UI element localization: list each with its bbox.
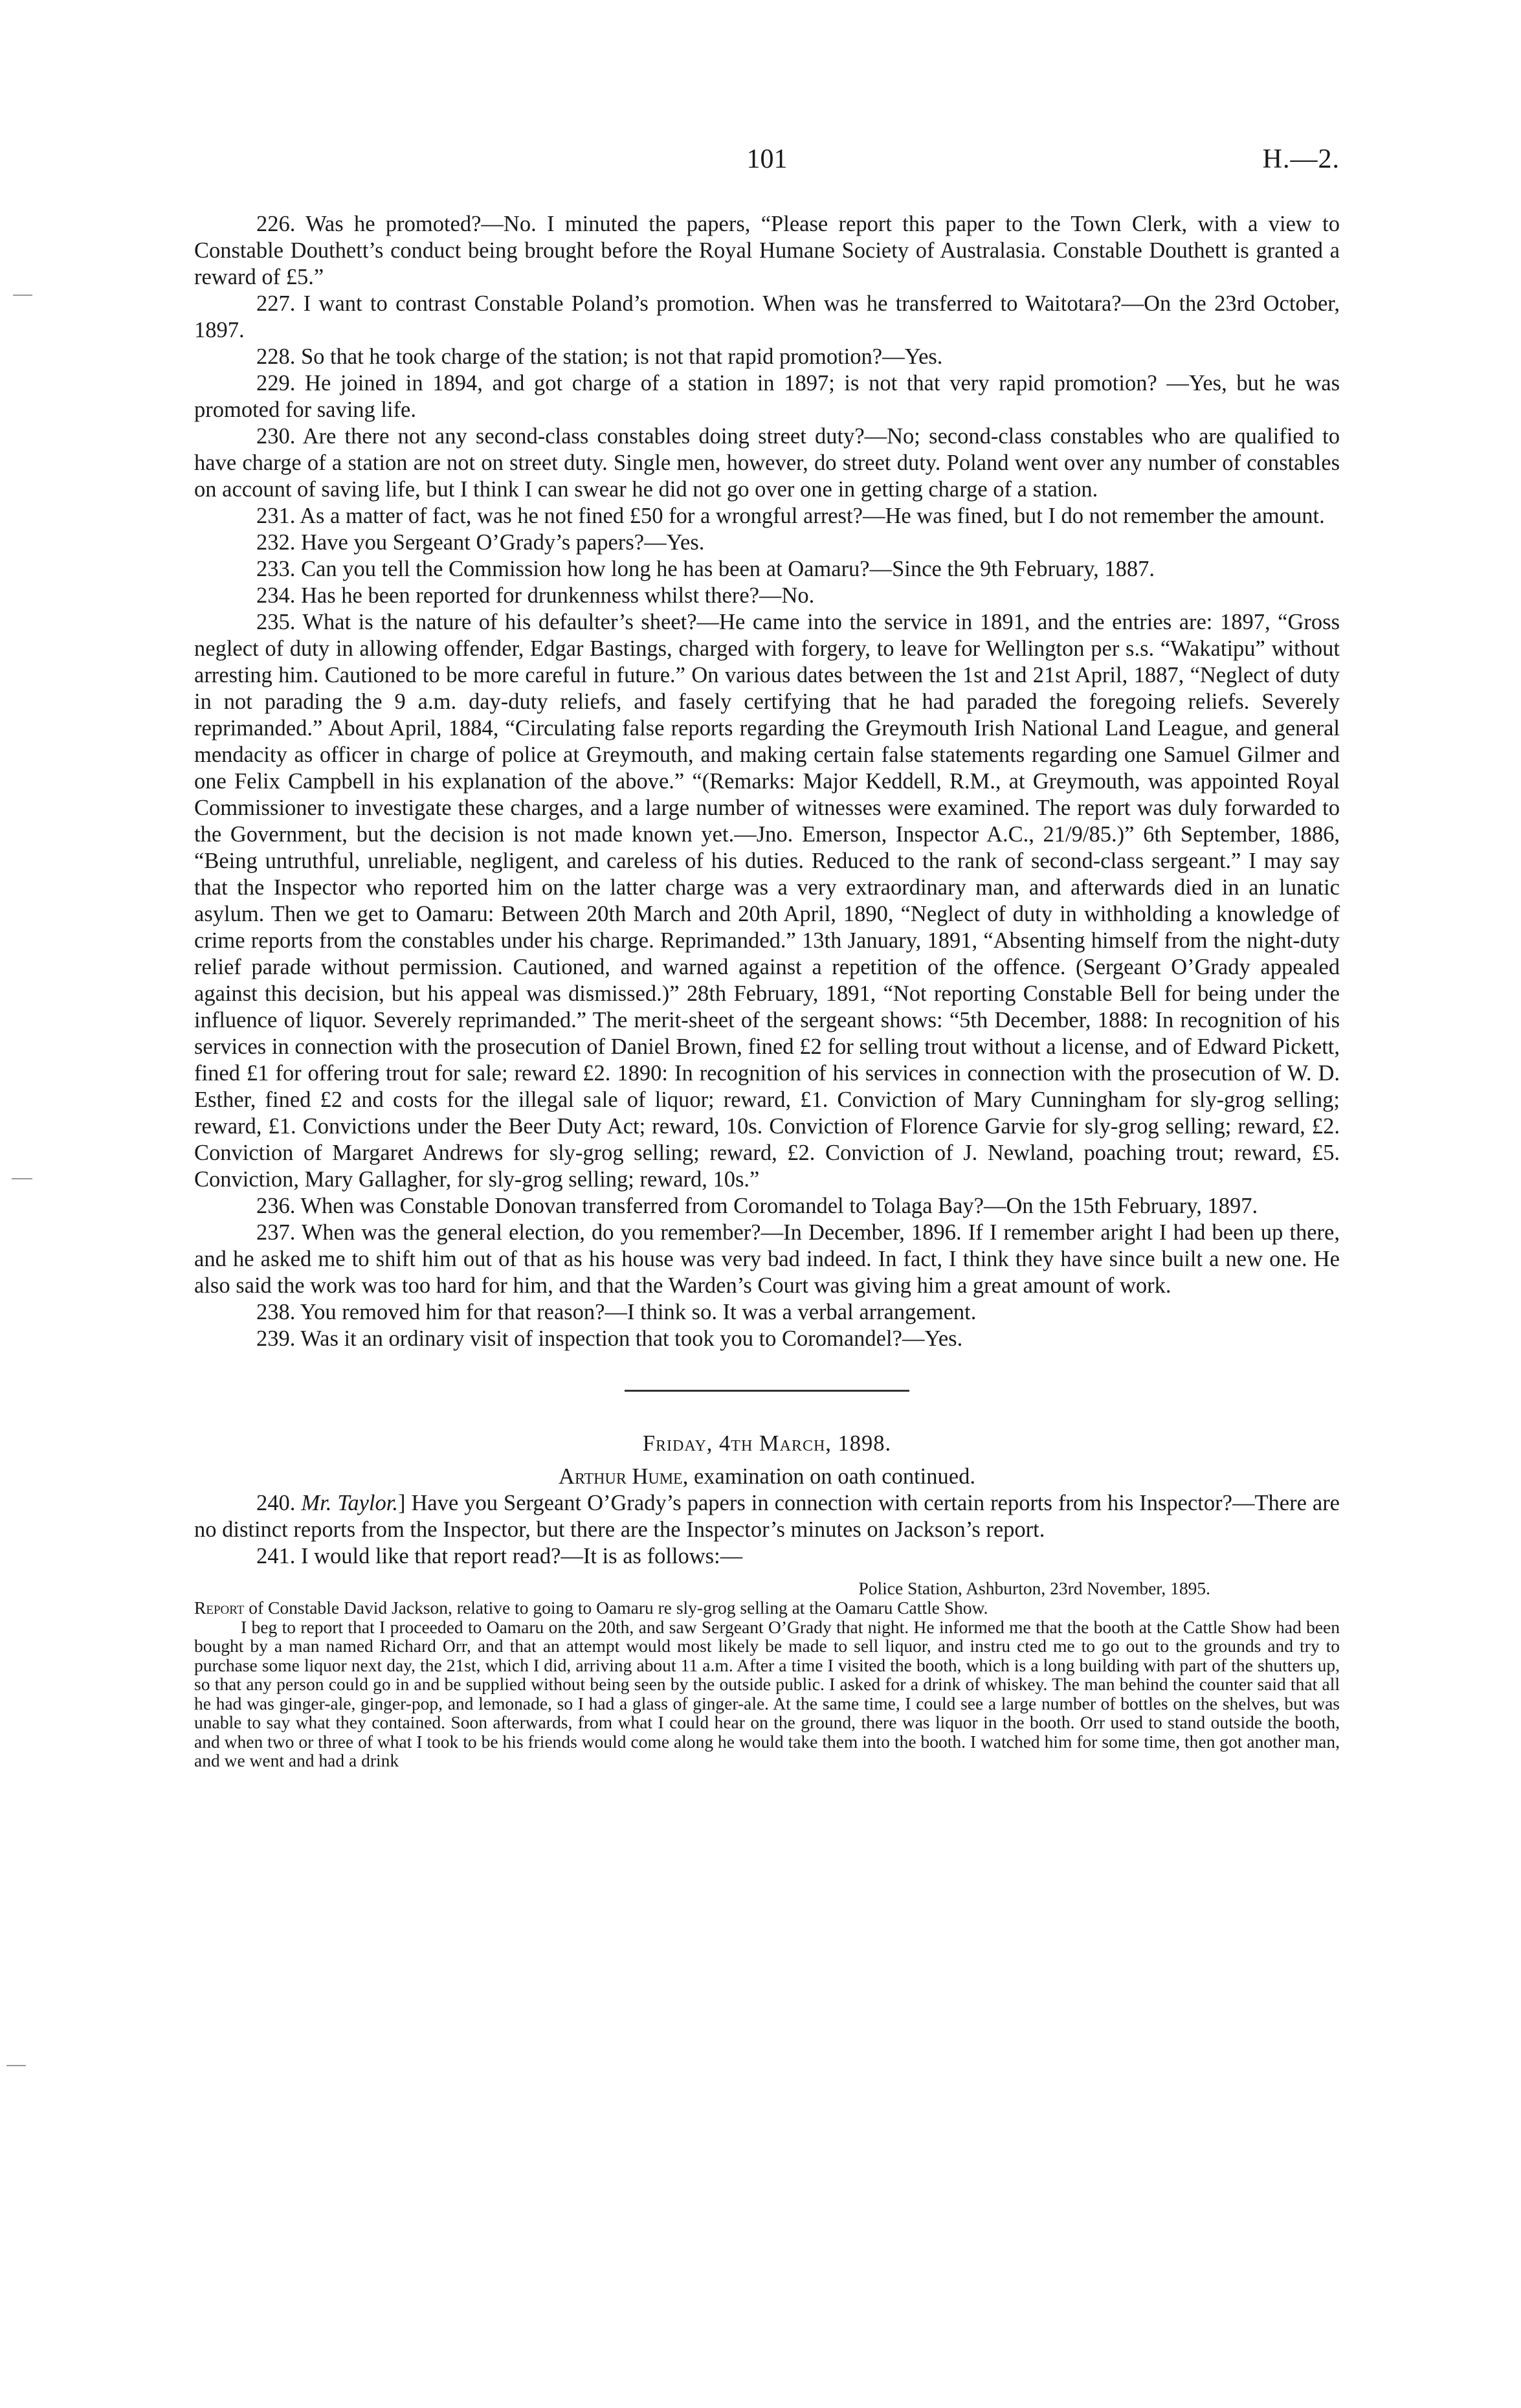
question-231: 231. As a matter of fact, was he not fined £50 for a wrongful arrest?—He was fined, but I do not remember the amount. bbox=[256, 504, 1325, 528]
scan-mark bbox=[12, 1178, 32, 1179]
question-235: 235. What is the nature of his defaulter’s sheet?—He came into the service in 1891, and the entries are: 1897, “Gross neglect of duty in allowing offender, Edgar Bastings, charged with forgery, to leave for Wellington per s.s. “Wakatipu” without arresting him. Cautioned to be more careful in future.” On various dates between the 1st and 21st April, 1887, “Neglect of duty in not parading the 9 a.m. day-duty reliefs, and fasely certifying that he had paraded the foregoing reliefs. Severely reprimanded.” About April, 1884, “Circulating false reports regarding the Greymouth Irish National Land League, and general mendacity as officer in charge of police at Greymouth, and making certain false statements regarding one Samuel Gilmer and one Felix Campbell in his explanation of the above.” “(Remarks: Major Keddell, R.M., at Greymouth, was appointed Royal Commissioner to investigate these charges, and a large number of witnesses were examined. The report was duly forwarded to the Government, but the decision is not made known yet.—Jno. Emerson, Inspector A.C., 21/9/85.)” 6th September, 1886, “Being untruthful, unreliable, negligent, and careless of his duties. Reduced to the rank of second-class sergeant.” I may say that the Inspector who reported him on the latter charge was a very extraordinary man, and afterwards died in an lunatic asylum. Then we get to Oamaru: Between 20th March and 20th April, 1890, “Neglect of duty in withholding a knowledge of crime reports from the constables under his charge. Reprimanded.” 13th January, 1891, “Absenting himself from the night-duty relief parade without permission. Cautioned, and warned against a repetition of the offence. (Sergeant O’Grady appealed against this decision, but his appeal was dismissed.)” 28th February, 1891, “Not reporting Constable Bell for being under the influence of liquor. Severely reprimanded.” The merit-sheet of the sergeant shows: “5th December, 1888: In recognition of his services in connection with the prosecution of Daniel Brown, fined £2 for selling trout without a license, and of Edward Pickett, fined £1 for offering trout for sale; reward £2. 1890: In recognition of his services in connection with the prosecution of W. D. Esther, fined £2 and costs for the illegal sale of liquor; reward, £1. Conviction of Mary Cunningham for sly-grog selling; reward, £1. Convictions under the Beer Duty Act; reward, 10s. Conviction of Florence Garvie for sly-grog selling; reward, £2. Conviction of Margaret Andrews for sly-grog selling; reward, £2. Conviction of J. Newland, poaching trout; reward, £5. Conviction, Mary Gallagher, for sly-grog selling; reward, 10s.” bbox=[194, 610, 1340, 1192]
report-title-lead: Report bbox=[194, 1598, 245, 1618]
witness-note: , examination on oath continued. bbox=[682, 1464, 975, 1489]
section-divider bbox=[625, 1390, 909, 1392]
report-body: I beg to report that I proceeded to Oamaru on the 20th, and saw Sergeant O’Grady that night. He informed me that the booth at the Cattle Show had been bought by a man named Richard Orr, and that an attempt would most likely be made to sell liquor, and instru cted me to go out to the grounds and try to purchase some liquor next day, the 21st, which I did, arriving about 11 a.m. After a time I visited the booth, which is a long building with part of the shutters up, so that any person could go in and be supplied without being seen by the outside public. I asked for a drink of whiskey. The man behind the counter said that all he had was ginger-ale, ginger-pop, and lemonade, so I had a glass of ginger-ale. At the same time, I could see a large number of bottles on the shelves, but was unable to say what they contained. Soon afterwards, from what I could hear on the ground, there was liquor in the booth. Orr used to stand outside the booth, and when two or three of what I took to be his friends would come along he would take them into the booth. I watched him for some time, then got another man, and we went and had a drink bbox=[194, 1616, 1340, 1770]
witness-name: Arthur Hume bbox=[559, 1464, 683, 1489]
document-body bbox=[194, 211, 1340, 1770]
report-place-date: Police Station, Ashburton, 23rd November, 1895. bbox=[858, 1578, 1210, 1598]
session-date: Friday, 4th March, 1898. bbox=[642, 1431, 892, 1456]
question-229: 229. He joined in 1894, and got charge of a station in 1897; is not that very rapid promotion? —Yes, but he was promoted for saving life. bbox=[194, 371, 1340, 422]
page-header bbox=[194, 144, 1340, 189]
question-227: 227. I want to contrast Constable Poland’s promotion. When was he transferred to Waitotara?—On the 23rd October, 1897. bbox=[194, 291, 1340, 342]
page-number: 101 bbox=[746, 144, 788, 174]
speaker-name: Mr. Taylor. bbox=[301, 1491, 398, 1515]
document-reference: H.—2. bbox=[1262, 144, 1340, 174]
report-title bbox=[194, 1598, 1340, 1618]
question-228: 228. So that he took charge of the station; is not that rapid promotion?—Yes. bbox=[256, 344, 943, 369]
question-237: 237. When was the general election, do you remember?—In December, 1896. If I remember aright I had been up there, and he asked me to shift him out of that as his house was very bad indeed. In fact, I think they have since built a new one. He also said the work was too hard for him, and that the Warden’s Court was giving him a great amount of work. bbox=[194, 1220, 1340, 1298]
question-234: 234. Has he been reported for drunkenness whilst there?—No. bbox=[256, 583, 815, 608]
question-240 bbox=[194, 1490, 1340, 1543]
question-233: 233. Can you tell the Commission how long he has been at Oamaru?—Since the 9th February, 1887. bbox=[256, 557, 1155, 581]
question-241: 241. I would like that report read?—It is as follows:— bbox=[256, 1544, 743, 1568]
question-number: 240. bbox=[256, 1491, 302, 1515]
question-236: 236. When was Constable Donovan transferred from Coromandel to Tolaga Bay?—On the 15th February, 1897. bbox=[256, 1194, 1258, 1218]
question-230: 230. Are there not any second-class constables doing street duty?—No; second-class constables who are qualified to have charge of a station are not on street duty. Single men, however, do street duty. Poland went over any number of constables on account of saving life, but I think I can swear he did not go over one in getting charge of a station. bbox=[194, 424, 1340, 502]
question-text: ] Have you Sergeant O’Grady’s papers in connection with certain reports from his Inspector?—There are no distinct reports from the Inspector, but there are the Inspector’s minutes on Jackson’s report. bbox=[194, 1491, 1340, 1542]
report-title-text: of Constable David Jackson, relative to going to Oamaru re sly-grog selling at the Oamaru Cattle Show. bbox=[244, 1598, 988, 1618]
witness-heading bbox=[194, 1464, 1340, 1490]
scan-mark bbox=[6, 2065, 26, 2066]
question-239: 239. Was it an ordinary visit of inspection that took you to Coromandel?—Yes. bbox=[256, 1326, 963, 1351]
question-238: 238. You removed him for that reason?—I think so. It was a verbal arrangement. bbox=[256, 1300, 977, 1324]
scan-mark bbox=[13, 295, 32, 296]
question-232: 232. Have you Sergeant O’Grady’s papers?—Yes. bbox=[256, 530, 705, 555]
question-226: 226. Was he promoted?—No. I minuted the papers, “Please report this paper to the Town Clerk, with a view to Constable Douthett’s conduct being brought before the Royal Humane Society of Australasia. Constable Douthett is granted a reward of £5.” bbox=[194, 212, 1340, 289]
